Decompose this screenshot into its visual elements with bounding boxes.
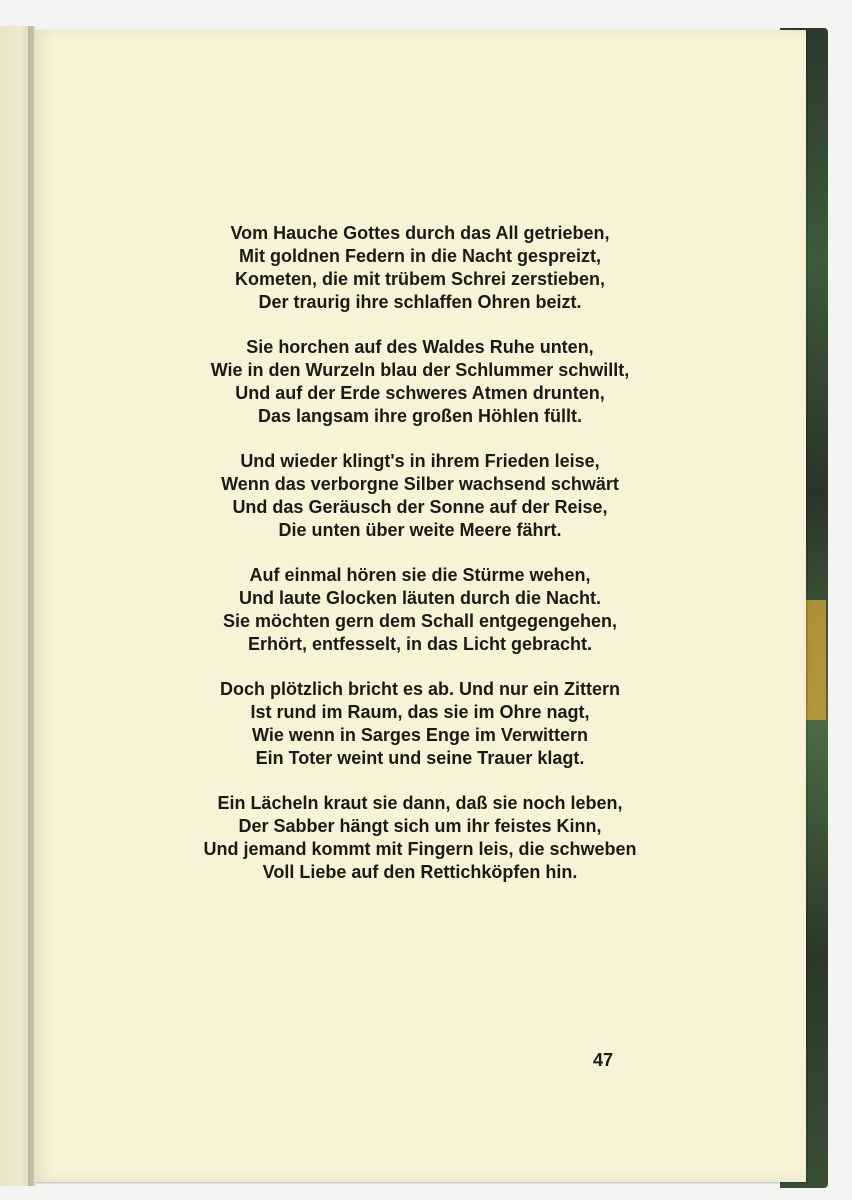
poem-line: Und auf der Erde schweres Atmen drunten, bbox=[235, 383, 605, 403]
poem-line: Und wieder klingt's in ihrem Frieden leise, bbox=[240, 451, 600, 471]
stanza-1 bbox=[34, 222, 806, 314]
poem-line: Der Sabber hängt sich um ihr feistes Kinn, bbox=[238, 816, 602, 836]
poem-line: Und jemand kommt mit Fingern leis, die schweben bbox=[203, 839, 637, 859]
poem-line: Mit goldnen Federn in die Nacht gespreizt, bbox=[238, 246, 602, 266]
poem-line: Der traurig ihre schlaffen Ohren beizt. bbox=[258, 292, 582, 312]
poem-line: Vom Hauche Gottes durch das All getrieben, bbox=[230, 223, 610, 243]
poem-line: Und das Geräusch der Sonne auf der Reise, bbox=[232, 497, 608, 517]
stanza-4 bbox=[34, 564, 806, 656]
poem-line: Das langsam ihre großen Höhlen füllt. bbox=[257, 406, 583, 426]
poem-line: Kometen, die mit trübem Schrei zerstieben, bbox=[234, 269, 606, 289]
poem-line: Ein Lächeln kraut sie dann, daß sie noch leben, bbox=[217, 793, 623, 813]
poem-line: Wie in den Wurzeln blau der Schlummer schwillt, bbox=[210, 360, 630, 380]
poem-line: Und laute Glocken läuten durch die Nacht. bbox=[238, 588, 602, 608]
poem bbox=[34, 222, 806, 906]
stanza-5 bbox=[34, 678, 806, 770]
stanza-3 bbox=[34, 450, 806, 542]
poem-line: Wenn das verborgne Silber wachsend schwärt bbox=[221, 474, 619, 494]
poem-line: Auf einmal hören sie die Stürme wehen, bbox=[249, 565, 591, 585]
poem-line: Ist rund im Raum, das sie im Ohre nagt, bbox=[250, 702, 590, 722]
poem-line: Ein Toter weint und seine Trauer klagt. bbox=[255, 748, 585, 768]
poem-line: Voll Liebe auf den Rettichköpfen hin. bbox=[262, 862, 578, 882]
poem-line: Doch plötzlich bricht es ab. Und nur ein Zittern bbox=[219, 679, 621, 699]
poem-line: Die unten über weite Meere fährt. bbox=[278, 520, 562, 540]
poem-line: Sie horchen auf des Waldes Ruhe unten, bbox=[246, 337, 594, 357]
stanza-6 bbox=[34, 792, 806, 884]
page-number: 47 bbox=[592, 1050, 614, 1070]
poem-line: Wie wenn in Sarges Enge im Verwittern bbox=[252, 725, 588, 745]
stanza-2 bbox=[34, 336, 806, 428]
poem-line: Erhört, entfesselt, in das Licht gebracht. bbox=[247, 634, 593, 654]
poem-line: Sie möchten gern dem Schall entgegengehen, bbox=[222, 611, 618, 631]
